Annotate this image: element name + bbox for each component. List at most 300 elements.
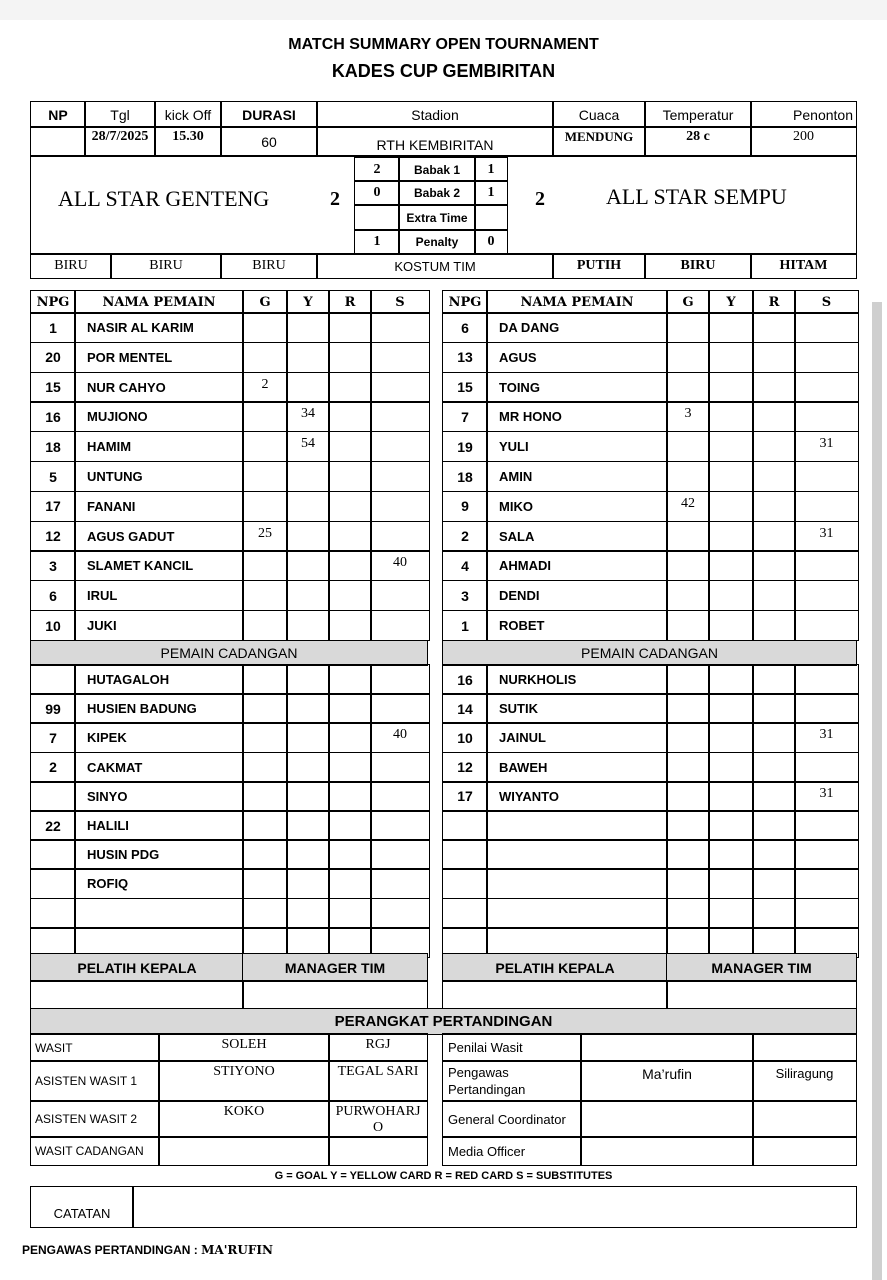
- away-sub-g: [666, 810, 710, 841]
- home-player-y: [286, 610, 330, 641]
- away-sub-s: [794, 898, 859, 929]
- away-player-name: DA DANG: [486, 312, 668, 343]
- away-sub-g: [666, 664, 710, 695]
- home-sub-name: HALILI: [74, 810, 244, 841]
- np-value: [30, 126, 86, 157]
- away-player-y: [708, 372, 754, 403]
- official-name: STIYONO: [158, 1060, 330, 1102]
- home-sub-s: [370, 898, 430, 929]
- away-player-r: [752, 550, 796, 581]
- official-role: Media Officer: [442, 1136, 582, 1166]
- away-player-g: [666, 312, 710, 343]
- official-origin: TEGAL SARI: [328, 1060, 428, 1102]
- away-babak1: 1: [474, 157, 508, 182]
- away-player-s: 31: [794, 521, 859, 552]
- away-sub-no: [442, 868, 488, 899]
- official-origin: [328, 1136, 428, 1166]
- away-sub-s: [794, 752, 859, 783]
- home-player-s: [370, 312, 430, 343]
- home-sub-s: [370, 839, 430, 870]
- away-player-y: [708, 550, 754, 581]
- footer-label: PENGAWAS PERTANDINGAN :: [22, 1243, 198, 1257]
- away-player-name: ROBET: [486, 610, 668, 641]
- away-player-s: 31: [794, 431, 859, 462]
- official-name: Ma’rufin: [580, 1060, 754, 1102]
- home-player-name: SLAMET KANCIL: [74, 550, 244, 581]
- home-sub-no: [30, 664, 76, 695]
- home-sub-y: [286, 868, 330, 899]
- home-player-name: IRUL: [74, 580, 244, 611]
- official-origin: [752, 1136, 857, 1166]
- home-pelatih-value: [30, 980, 244, 1010]
- home-player-g: [242, 491, 288, 522]
- legend: G = GOAL Y = YELLOW CARD R = RED CARD S = SUBSTITUTES: [274, 1170, 613, 1182]
- cuaca-value: MENDUNG: [552, 126, 646, 157]
- away-sub-r: [752, 722, 796, 753]
- tournament-title: KADES CUP GEMBIRITAN: [331, 61, 556, 81]
- kickoff-header: kick Off: [154, 101, 222, 128]
- home-babak2: 0: [354, 180, 400, 206]
- away-sub-y: [708, 693, 754, 724]
- home-player-name: POR MENTEL: [74, 342, 244, 373]
- kostum-label: KOSTUM TIM: [316, 253, 554, 279]
- away-sub-s: [794, 868, 859, 899]
- home-player-name: JUKI: [74, 610, 244, 641]
- home-sub-y: [286, 839, 330, 870]
- home-player-g: [242, 461, 288, 492]
- home-player-name: FANANI: [74, 491, 244, 522]
- away-player-no: 19: [442, 431, 488, 462]
- away-team-name: ALL STAR SEMPU: [606, 184, 787, 209]
- home-kostum-1: BIRU: [30, 253, 112, 279]
- home-sub-name: HUSIEN BADUNG: [74, 693, 244, 724]
- away-header-r: R: [752, 290, 796, 314]
- home-player-g: 2: [242, 372, 288, 403]
- away-sub-name: JAINUL: [486, 722, 668, 753]
- home-player-name: HAMIM: [74, 431, 244, 462]
- away-header-nama: NAMA PEMAIN: [486, 290, 668, 314]
- official-role: ASISTEN WASIT 2: [30, 1100, 160, 1138]
- away-sub-no: 16: [442, 664, 488, 695]
- home-sub-y: [286, 810, 330, 841]
- stadion-value: RTH KEMBIRITAN: [316, 126, 554, 157]
- official-name: [580, 1100, 754, 1138]
- away-player-y: [708, 521, 754, 552]
- cuaca-header: Cuaca: [552, 101, 646, 128]
- away-player-r: [752, 312, 796, 343]
- away-sub-g: [666, 722, 710, 753]
- home-player-s: [370, 431, 430, 462]
- away-sub-g: [666, 868, 710, 899]
- away-player-s: [794, 312, 859, 343]
- away-sub-s: [794, 664, 859, 695]
- away-player-s: [794, 342, 859, 373]
- home-player-g: [242, 580, 288, 611]
- away-player-y: [708, 491, 754, 522]
- home-player-name: NASIR AL KARIM: [74, 312, 244, 343]
- home-pelatih-label: PELATIH KEPALA: [30, 953, 244, 982]
- away-extra: [474, 204, 508, 231]
- away-cadangan-header: PEMAIN CADANGAN: [442, 640, 857, 666]
- home-sub-s: 40: [370, 722, 430, 753]
- away-sub-no: 17: [442, 781, 488, 812]
- home-player-s: [370, 580, 430, 611]
- home-sub-name: HUTAGALOH: [74, 664, 244, 695]
- home-sub-s: [370, 752, 430, 783]
- away-sub-s: 31: [794, 781, 859, 812]
- away-player-r: [752, 372, 796, 403]
- away-sub-r: [752, 664, 796, 695]
- home-sub-g: [242, 664, 288, 695]
- home-player-s: [370, 342, 430, 373]
- scrollbar[interactable]: [872, 302, 882, 1280]
- away-player-name: DENDI: [486, 580, 668, 611]
- home-player-no: 3: [30, 550, 76, 581]
- away-player-no: 6: [442, 312, 488, 343]
- home-extra: [354, 204, 400, 231]
- home-sub-r: [328, 810, 372, 841]
- home-sub-no: 99: [30, 693, 76, 724]
- home-sub-r: [328, 693, 372, 724]
- stadion-header: Stadion: [316, 101, 554, 128]
- away-sub-name: [486, 839, 668, 870]
- away-player-r: [752, 521, 796, 552]
- away-player-s: [794, 372, 859, 403]
- away-sub-name: [486, 810, 668, 841]
- kickoff-value: 15.30: [154, 126, 222, 157]
- home-total-score: 2: [330, 188, 340, 210]
- away-player-name: SALA: [486, 521, 668, 552]
- home-player-no: 1: [30, 312, 76, 343]
- away-sub-s: [794, 693, 859, 724]
- home-player-r: [328, 312, 372, 343]
- away-player-s: [794, 610, 859, 641]
- away-sub-y: [708, 839, 754, 870]
- home-player-y: [286, 521, 330, 552]
- away-manager-value: [666, 980, 857, 1010]
- home-kostum-3: BIRU: [220, 253, 318, 279]
- catatan-label: CATATAN: [30, 1186, 134, 1228]
- away-sub-name: [486, 868, 668, 899]
- home-player-g: [242, 550, 288, 581]
- away-player-g: [666, 342, 710, 373]
- extra-time-label: Extra Time: [398, 204, 476, 231]
- footer: [22, 1243, 273, 1257]
- away-player-g: [666, 461, 710, 492]
- home-sub-name: SINYO: [74, 781, 244, 812]
- away-kostum-1: PUTIH: [552, 253, 646, 279]
- away-penalty: 0: [474, 229, 508, 255]
- home-player-s: [370, 461, 430, 492]
- home-player-name: UNTUNG: [74, 461, 244, 492]
- away-player-g: [666, 431, 710, 462]
- home-player-g: 25: [242, 521, 288, 552]
- away-player-g: [666, 550, 710, 581]
- away-sub-r: [752, 781, 796, 812]
- away-sub-no: 14: [442, 693, 488, 724]
- home-player-g: [242, 342, 288, 373]
- home-sub-y: [286, 664, 330, 695]
- home-player-s: [370, 401, 430, 432]
- home-penalty: 1: [354, 229, 400, 255]
- away-sub-name: BAWEH: [486, 752, 668, 783]
- away-player-name: YULI: [486, 431, 668, 462]
- home-sub-g: [242, 810, 288, 841]
- away-sub-no: 12: [442, 752, 488, 783]
- away-manager-label: MANAGER TIM: [666, 953, 857, 982]
- home-sub-y: [286, 693, 330, 724]
- away-sub-name: NURKHOLIS: [486, 664, 668, 695]
- home-player-r: [328, 461, 372, 492]
- away-sub-r: [752, 898, 796, 929]
- np-header: NP: [30, 101, 86, 128]
- home-cadangan-header: PEMAIN CADANGAN: [30, 640, 428, 666]
- official-name: [580, 1033, 754, 1062]
- home-sub-name: KIPEK: [74, 722, 244, 753]
- home-player-g: [242, 312, 288, 343]
- home-sub-s: [370, 781, 430, 812]
- away-sub-g: [666, 752, 710, 783]
- home-sub-g: [242, 898, 288, 929]
- away-babak2: 1: [474, 180, 508, 206]
- home-player-no: 16: [30, 401, 76, 432]
- home-sub-name: [74, 898, 244, 929]
- away-sub-y: [708, 810, 754, 841]
- away-player-r: [752, 610, 796, 641]
- home-team-name: ALL STAR GENTENG: [58, 186, 270, 211]
- away-player-g: 42: [666, 491, 710, 522]
- away-player-name: AMIN: [486, 461, 668, 492]
- away-sub-r: [752, 752, 796, 783]
- home-sub-g: [242, 868, 288, 899]
- away-sub-r: [752, 839, 796, 870]
- home-player-s: [370, 372, 430, 403]
- away-player-no: 18: [442, 461, 488, 492]
- away-player-no: 3: [442, 580, 488, 611]
- away-player-no: 15: [442, 372, 488, 403]
- away-header-s: S: [794, 290, 859, 314]
- away-sub-s: 31: [794, 722, 859, 753]
- home-sub-r: [328, 868, 372, 899]
- away-sub-s: [794, 839, 859, 870]
- away-header-npg: NPG: [442, 290, 488, 314]
- official-name: SOLEH: [158, 1033, 330, 1062]
- home-header-y: Y: [286, 290, 330, 314]
- home-player-s: [370, 521, 430, 552]
- away-player-r: [752, 461, 796, 492]
- away-sub-name: WIYANTO: [486, 781, 668, 812]
- home-header-s: S: [370, 290, 430, 314]
- away-sub-g: [666, 898, 710, 929]
- home-player-r: [328, 372, 372, 403]
- away-sub-name: [486, 898, 668, 929]
- home-player-g: [242, 610, 288, 641]
- official-origin: Siliragung: [752, 1060, 857, 1102]
- away-player-no: 13: [442, 342, 488, 373]
- away-sub-no: 10: [442, 722, 488, 753]
- official-role: ASISTEN WASIT 1: [30, 1060, 160, 1102]
- official-name: [580, 1136, 754, 1166]
- home-player-no: 5: [30, 461, 76, 492]
- home-player-no: 18: [30, 431, 76, 462]
- home-sub-y: [286, 898, 330, 929]
- officials-title: PERANGKAT PERTANDINGAN: [30, 1008, 857, 1035]
- away-player-no: 1: [442, 610, 488, 641]
- home-sub-g: [242, 722, 288, 753]
- away-player-no: 2: [442, 521, 488, 552]
- away-player-r: [752, 431, 796, 462]
- away-player-y: [708, 580, 754, 611]
- away-player-r: [752, 401, 796, 432]
- away-sub-y: [708, 868, 754, 899]
- home-player-y: [286, 342, 330, 373]
- away-sub-r: [752, 868, 796, 899]
- away-player-y: [708, 401, 754, 432]
- away-sub-y: [708, 781, 754, 812]
- home-header-nama: NAMA PEMAIN: [74, 290, 244, 314]
- official-origin: PURWOHARJ O: [328, 1100, 428, 1138]
- home-sub-name: ROFIQ: [74, 868, 244, 899]
- home-player-g: [242, 401, 288, 432]
- home-sub-s: [370, 868, 430, 899]
- away-player-s: [794, 491, 859, 522]
- home-player-y: [286, 491, 330, 522]
- home-player-r: [328, 491, 372, 522]
- official-role: General Coordinator: [442, 1100, 582, 1138]
- document-title: MATCH SUMMARY OPEN TOURNAMENT: [288, 36, 599, 53]
- home-player-no: 17: [30, 491, 76, 522]
- home-sub-no: [30, 898, 76, 929]
- home-player-no: 6: [30, 580, 76, 611]
- away-player-s: [794, 550, 859, 581]
- away-player-no: 9: [442, 491, 488, 522]
- away-sub-no: [442, 898, 488, 929]
- home-player-y: 34: [286, 401, 330, 432]
- home-player-r: [328, 342, 372, 373]
- away-sub-g: [666, 839, 710, 870]
- home-kostum-2: BIRU: [110, 253, 222, 279]
- durasi-value: 60: [220, 126, 318, 157]
- home-header-r: R: [328, 290, 372, 314]
- home-sub-g: [242, 693, 288, 724]
- home-player-r: [328, 550, 372, 581]
- away-player-r: [752, 580, 796, 611]
- away-player-g: [666, 580, 710, 611]
- home-sub-name: CAKMAT: [74, 752, 244, 783]
- away-total-score: 2: [535, 188, 545, 210]
- away-player-g: [666, 610, 710, 641]
- home-sub-no: 7: [30, 722, 76, 753]
- home-sub-no: 2: [30, 752, 76, 783]
- home-sub-r: [328, 664, 372, 695]
- home-player-g: [242, 431, 288, 462]
- penonton-value: 200: [750, 126, 857, 157]
- away-player-r: [752, 342, 796, 373]
- home-player-r: [328, 580, 372, 611]
- away-kostum-2: BIRU: [644, 253, 752, 279]
- home-manager-label: MANAGER TIM: [242, 953, 428, 982]
- home-player-s: [370, 610, 430, 641]
- home-player-y: [286, 580, 330, 611]
- home-sub-y: [286, 752, 330, 783]
- home-sub-no: [30, 868, 76, 899]
- home-sub-r: [328, 898, 372, 929]
- home-player-name: MUJIONO: [74, 401, 244, 432]
- away-player-g: [666, 521, 710, 552]
- home-player-y: [286, 461, 330, 492]
- away-player-g: [666, 372, 710, 403]
- home-player-y: [286, 372, 330, 403]
- away-player-name: MIKO: [486, 491, 668, 522]
- away-sub-y: [708, 898, 754, 929]
- away-player-name: MR HONO: [486, 401, 668, 432]
- home-player-r: [328, 610, 372, 641]
- away-pelatih-value: [442, 980, 668, 1010]
- home-player-no: 12: [30, 521, 76, 552]
- penonton-header: Penonton: [750, 101, 857, 128]
- away-sub-y: [708, 722, 754, 753]
- catatan-value: [132, 1186, 857, 1228]
- away-sub-no: [442, 810, 488, 841]
- away-player-y: [708, 461, 754, 492]
- away-header-y: Y: [708, 290, 754, 314]
- away-player-y: [708, 312, 754, 343]
- home-player-r: [328, 431, 372, 462]
- home-sub-s: [370, 810, 430, 841]
- home-babak1: 2: [354, 157, 400, 182]
- away-player-y: [708, 610, 754, 641]
- home-sub-no: [30, 781, 76, 812]
- away-sub-g: [666, 781, 710, 812]
- away-player-g: 3: [666, 401, 710, 432]
- home-player-y: 54: [286, 431, 330, 462]
- top-band: [0, 0, 887, 20]
- home-sub-s: [370, 693, 430, 724]
- away-sub-y: [708, 664, 754, 695]
- temperatur-header: Temperatur: [644, 101, 752, 128]
- official-role: Pengawas Pertandingan: [442, 1060, 582, 1102]
- away-player-name: AHMADI: [486, 550, 668, 581]
- home-sub-r: [328, 781, 372, 812]
- home-sub-y: [286, 722, 330, 753]
- home-sub-g: [242, 781, 288, 812]
- home-header-npg: NPG: [30, 290, 76, 314]
- home-player-r: [328, 401, 372, 432]
- away-pelatih-label: PELATIH KEPALA: [442, 953, 668, 982]
- away-sub-r: [752, 693, 796, 724]
- home-player-s: [370, 491, 430, 522]
- home-sub-s: [370, 664, 430, 695]
- away-player-s: [794, 461, 859, 492]
- official-name: [158, 1136, 330, 1166]
- away-sub-s: [794, 810, 859, 841]
- babak2-label: Babak 2: [398, 180, 476, 206]
- official-origin: [752, 1100, 857, 1138]
- away-player-r: [752, 491, 796, 522]
- official-role: WASIT CADANGAN: [30, 1136, 160, 1166]
- away-player-s: [794, 401, 859, 432]
- away-player-name: AGUS: [486, 342, 668, 373]
- home-player-no: 10: [30, 610, 76, 641]
- home-sub-r: [328, 839, 372, 870]
- home-player-name: AGUS GADUT: [74, 521, 244, 552]
- penalty-label: Penalty: [398, 229, 476, 255]
- durasi-header: DURASI: [220, 101, 318, 128]
- home-sub-no: [30, 839, 76, 870]
- official-origin: [752, 1033, 857, 1062]
- away-player-no: 7: [442, 401, 488, 432]
- away-player-no: 4: [442, 550, 488, 581]
